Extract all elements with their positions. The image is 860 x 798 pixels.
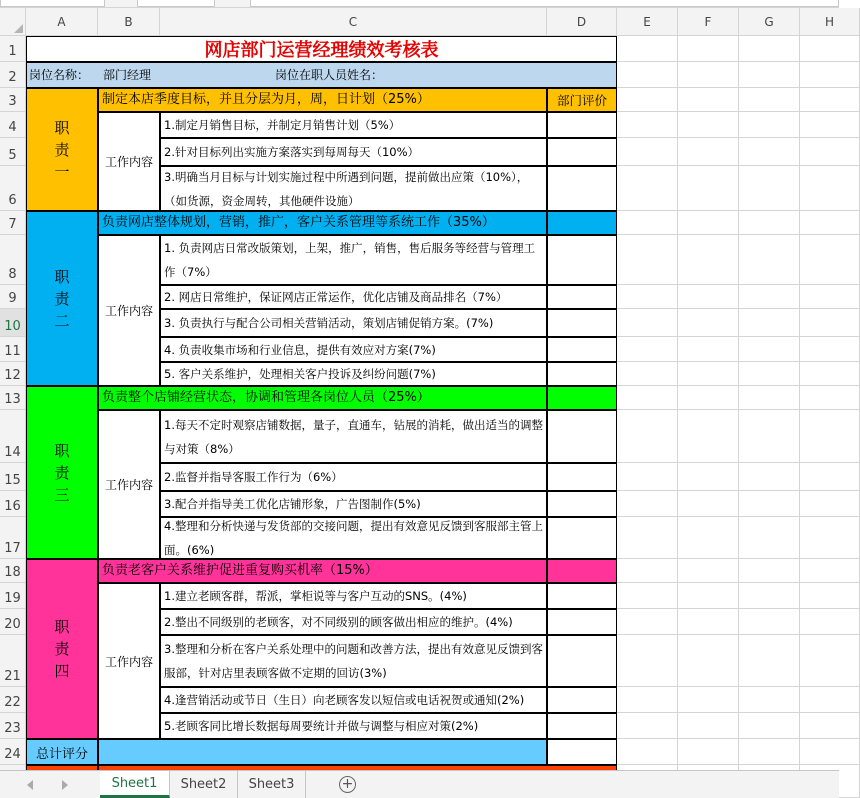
score-cell[interactable] xyxy=(547,713,617,739)
cell[interactable] xyxy=(739,337,800,362)
duty-item[interactable] xyxy=(160,609,547,635)
duty-item-text: 3.明确当月目标与计划实施过程中所遇到问题，提前做出应策（10%），（如货源，资金周转，其他硬件设施） xyxy=(164,169,529,208)
cell[interactable] xyxy=(617,386,678,410)
score-cell[interactable] xyxy=(547,337,617,362)
column-header-f[interactable]: F xyxy=(678,8,739,36)
cell[interactable] xyxy=(617,463,678,491)
row-header-24[interactable]: 24 xyxy=(0,739,26,765)
total-value[interactable] xyxy=(98,739,547,765)
cell[interactable] xyxy=(617,112,678,138)
cell[interactable] xyxy=(678,713,739,739)
cell[interactable] xyxy=(617,559,678,583)
row-header-2[interactable]: 2 xyxy=(0,62,26,88)
duty-item[interactable] xyxy=(160,166,547,211)
cell[interactable] xyxy=(678,362,739,386)
column-header-b[interactable]: B xyxy=(98,8,160,36)
cell[interactable] xyxy=(617,337,678,362)
cell[interactable] xyxy=(617,517,678,559)
duty-item[interactable] xyxy=(160,235,547,285)
cell[interactable] xyxy=(617,166,678,211)
cell[interactable] xyxy=(739,739,800,765)
cell[interactable] xyxy=(800,166,860,211)
duty-item[interactable] xyxy=(160,112,547,138)
row-header-3[interactable]: 3 xyxy=(0,88,26,112)
row-header-7[interactable]: 7 xyxy=(0,211,26,235)
cell[interactable] xyxy=(739,410,800,463)
scroll-right-icon[interactable] xyxy=(62,780,68,790)
cell[interactable] xyxy=(617,583,678,609)
dept-eval-cell-4[interactable] xyxy=(547,559,617,583)
cell[interactable] xyxy=(678,36,739,62)
dept-eval-cell-3[interactable] xyxy=(547,386,617,410)
position-value-text: 部门经理 xyxy=(103,68,152,82)
work-content-label[interactable] xyxy=(98,112,160,211)
duty-name-4[interactable] xyxy=(26,559,98,739)
cell[interactable] xyxy=(617,36,678,62)
spreadsheet-grid[interactable] xyxy=(0,8,839,770)
cell[interactable] xyxy=(800,88,860,112)
cell[interactable] xyxy=(800,713,860,739)
cell[interactable] xyxy=(739,687,800,713)
cell[interactable] xyxy=(617,713,678,739)
work-content-label-text: 工作内容 xyxy=(104,478,153,492)
duty-item[interactable] xyxy=(160,362,547,386)
cell[interactable] xyxy=(617,285,678,309)
score-cell[interactable] xyxy=(547,583,617,609)
duty-item[interactable] xyxy=(160,285,547,309)
page-title-text: 网店部门运营经理绩效考核表 xyxy=(204,40,439,61)
row-header-14[interactable]: 14 xyxy=(0,410,26,463)
scroll-left-icon[interactable] xyxy=(27,780,33,790)
cell[interactable] xyxy=(739,635,800,687)
cell[interactable] xyxy=(800,337,860,362)
cell[interactable] xyxy=(739,583,800,609)
column-header-e[interactable]: E xyxy=(617,8,678,36)
sheet-tab-1[interactable]: Sheet1 xyxy=(100,771,170,798)
work-content-label[interactable] xyxy=(98,410,160,559)
cell[interactable] xyxy=(617,62,678,88)
cell[interactable] xyxy=(800,112,860,138)
cell[interactable] xyxy=(800,36,860,62)
dept-eval-header-text: 部门评价 xyxy=(556,93,607,108)
sheet-tab-bar xyxy=(0,770,839,798)
cell[interactable] xyxy=(739,112,800,138)
duty-title-1-text: 制定本店季度目标，并且分层为月，周，日计划（25%） xyxy=(102,92,430,107)
cell[interactable] xyxy=(678,235,739,285)
row-header-1[interactable]: 1 xyxy=(0,36,26,62)
cell[interactable] xyxy=(800,635,860,687)
score-cell[interactable] xyxy=(547,463,617,491)
cell[interactable] xyxy=(739,463,800,491)
score-cell[interactable] xyxy=(547,112,617,138)
row-header-6[interactable]: 6 xyxy=(0,166,26,211)
cell[interactable] xyxy=(678,211,739,235)
duty-item-text: 2.针对目标列出实施方案落实到每周每天（10%） xyxy=(164,145,420,159)
position-value[interactable] xyxy=(100,62,190,88)
total-score-cell[interactable] xyxy=(547,739,617,765)
duty-item-text: 1.建立老顾客群，帮派，掌柜说等与客户互动的SNS。(4%) xyxy=(164,589,467,603)
cell[interactable] xyxy=(739,211,800,235)
duty-title-4-text: 负责老客户关系维护促进重复购买机率（15%） xyxy=(102,563,378,578)
cell[interactable] xyxy=(739,309,800,337)
cell[interactable] xyxy=(678,687,739,713)
total-label-text: 总计评分 xyxy=(35,746,88,762)
cell[interactable] xyxy=(800,285,860,309)
duty-item[interactable] xyxy=(160,410,547,463)
duty-item-text: 3.整理和分析在客户关系处理中的问题和改善方法，提出有效意见反馈到客服部，针对店里表顾客做不定期的回访(3%) xyxy=(164,642,543,680)
duty-name-3[interactable] xyxy=(26,386,98,559)
sheet-tab-3[interactable]: Sheet3 xyxy=(238,771,306,798)
cell[interactable] xyxy=(800,583,860,609)
cell[interactable] xyxy=(678,410,739,463)
cell[interactable] xyxy=(617,88,678,112)
cell[interactable] xyxy=(617,235,678,285)
cell[interactable] xyxy=(739,491,800,517)
row-header-5[interactable]: 5 xyxy=(0,138,26,166)
cell[interactable] xyxy=(678,166,739,211)
duty-item-text: 3.配合并指导美工优化店铺形象，广告图制作(5%) xyxy=(164,497,421,511)
duty-item[interactable] xyxy=(160,463,547,491)
cell[interactable] xyxy=(617,309,678,337)
cell[interactable] xyxy=(800,410,860,463)
score-cell[interactable] xyxy=(547,609,617,635)
duty-name-1[interactable] xyxy=(26,88,98,211)
column-header-g[interactable]: G xyxy=(739,8,800,36)
work-content-label-text: 工作内容 xyxy=(104,304,153,318)
score-cell[interactable] xyxy=(547,362,617,386)
row-header-16[interactable]: 16 xyxy=(0,491,26,517)
staff-label[interactable] xyxy=(272,62,422,88)
cell[interactable] xyxy=(678,309,739,337)
row-header-19[interactable]: 19 xyxy=(0,583,26,609)
cell[interactable] xyxy=(617,635,678,687)
cell[interactable] xyxy=(739,362,800,386)
duty-name-1-text: 职 责 一 xyxy=(54,118,70,181)
column-header-d[interactable]: D xyxy=(547,8,617,36)
staff-label-text: 岗位在职人员姓名： xyxy=(275,68,384,82)
duty-item-text: 2. 网店日常维护，保证网店正常运作，优化店铺及商品排名（7%） xyxy=(164,290,508,304)
cell[interactable] xyxy=(800,463,860,491)
cell[interactable] xyxy=(800,138,860,166)
function-box[interactable] xyxy=(137,0,215,7)
cell[interactable] xyxy=(678,88,739,112)
duty-title-4[interactable] xyxy=(98,559,547,583)
work-content-label-text: 工作内容 xyxy=(104,155,153,169)
duty-name-4-text: 职 责 四 xyxy=(54,618,70,680)
row-header-18[interactable]: 18 xyxy=(0,559,26,583)
cell[interactable] xyxy=(800,609,860,635)
formula-input[interactable] xyxy=(250,0,839,7)
cell[interactable] xyxy=(739,285,800,309)
duty-item-text: 1.制定月销售目标，并制定月销售计划（5%） xyxy=(164,118,401,132)
duty-item-text: 4. 负责收集市场和行业信息，提供有效应对方案(7%) xyxy=(164,342,436,357)
row-header-23[interactable]: 23 xyxy=(0,713,26,739)
score-cell[interactable] xyxy=(547,517,617,559)
duty-item-text: 1.每天不定时观察店铺数据，量子，直通车，钻展的消耗，做出适当的调整与对策（8%） xyxy=(164,417,543,456)
work-content-label[interactable] xyxy=(98,583,160,739)
score-cell[interactable] xyxy=(547,491,617,517)
duty-name-3-text: 职 责 三 xyxy=(54,441,70,504)
column-header-a[interactable]: A xyxy=(26,8,98,36)
duty-item-text: 1. 负责网店日常改版策划，上架，推广，销售，售后服务等经营与管理工作（7%） xyxy=(164,241,536,279)
duty-item-text: 4.整理和分析快递与发货部的交接问题，提出有效意见反馈到客服部主管上面。(6%) xyxy=(164,519,543,557)
cell[interactable] xyxy=(678,609,739,635)
cell[interactable] xyxy=(800,739,860,765)
duty-item[interactable] xyxy=(160,517,547,559)
duty-item-text: 3. 负责执行与配合公司相关营销活动，策划店铺促销方案。(7%) xyxy=(164,316,494,330)
cell[interactable] xyxy=(678,386,739,410)
row-header-12[interactable]: 12 xyxy=(0,362,26,386)
cell[interactable] xyxy=(800,517,860,559)
score-cell[interactable] xyxy=(547,687,617,713)
dept-eval-cell-2[interactable] xyxy=(547,211,617,235)
cell[interactable] xyxy=(739,36,800,62)
score-cell[interactable] xyxy=(547,635,617,687)
cell[interactable] xyxy=(800,362,860,386)
duty-item[interactable] xyxy=(160,583,547,609)
cell[interactable] xyxy=(678,635,739,687)
position-label[interactable] xyxy=(26,62,96,88)
cell[interactable] xyxy=(739,609,800,635)
cell[interactable] xyxy=(739,138,800,166)
duty-title-3[interactable] xyxy=(98,386,547,410)
duty-title-2[interactable] xyxy=(98,211,547,235)
cell[interactable] xyxy=(678,138,739,166)
row-header-11[interactable]: 11 xyxy=(0,337,26,362)
duty-item-text: 4.逢营销活动或节日（生日）向老顾客发以短信或电话祝贺或通知(2%) xyxy=(164,693,525,707)
cell[interactable] xyxy=(800,559,860,583)
row-header-13[interactable]: 13 xyxy=(0,386,26,410)
cell[interactable] xyxy=(678,112,739,138)
add-sheet-icon[interactable]: + xyxy=(339,776,356,793)
sheet-tab-2[interactable]: Sheet2 xyxy=(170,771,238,798)
cell[interactable] xyxy=(739,62,800,88)
page-title[interactable] xyxy=(26,36,617,62)
row-header-10[interactable]: 10 xyxy=(0,309,26,337)
cell[interactable] xyxy=(800,62,860,88)
cell[interactable] xyxy=(678,739,739,765)
cell[interactable] xyxy=(739,559,800,583)
duty-title-2-text: 负责网店整体规划，营销，推广，客户关系管理等系统工作（35%） xyxy=(102,215,495,230)
column-header-c[interactable]: C xyxy=(160,8,547,36)
row-header-8[interactable]: 8 xyxy=(0,235,26,285)
cell[interactable] xyxy=(739,235,800,285)
duty-title-3-text: 负责整个店铺经营状态，协调和管理各岗位人员（25%） xyxy=(102,390,430,405)
cell[interactable] xyxy=(678,337,739,362)
score-cell[interactable] xyxy=(547,138,617,166)
cell[interactable] xyxy=(739,517,800,559)
score-cell[interactable] xyxy=(547,285,617,309)
duty-item[interactable] xyxy=(160,309,547,337)
duty-title-1[interactable] xyxy=(98,88,547,112)
score-cell[interactable] xyxy=(547,309,617,337)
row-header-17[interactable]: 17 xyxy=(0,517,26,559)
score-cell[interactable] xyxy=(547,410,617,463)
cell[interactable] xyxy=(617,410,678,463)
cell[interactable] xyxy=(678,491,739,517)
cell[interactable] xyxy=(739,713,800,739)
cell[interactable] xyxy=(678,517,739,559)
duty-item[interactable] xyxy=(160,687,547,713)
duty-item[interactable] xyxy=(160,713,547,739)
position-label-text: 岗位名称： xyxy=(29,68,90,82)
cell[interactable] xyxy=(678,583,739,609)
work-content-label-text: 工作内容 xyxy=(104,654,153,669)
total-label[interactable] xyxy=(26,739,98,765)
row-header-20[interactable]: 20 xyxy=(0,609,26,635)
cell[interactable] xyxy=(800,211,860,235)
cell[interactable] xyxy=(617,491,678,517)
cell[interactable] xyxy=(800,309,860,337)
work-content-label[interactable] xyxy=(98,235,160,386)
name-box[interactable] xyxy=(0,0,105,7)
row-header-15[interactable]: 15 xyxy=(0,463,26,491)
duty-name-2-text: 职 责 二 xyxy=(54,267,70,330)
select-all-corner[interactable] xyxy=(0,8,26,36)
row-header-9[interactable]: 9 xyxy=(0,285,26,309)
cell[interactable] xyxy=(617,609,678,635)
duty-item-text: 2.整出不同级别的老顾客，对不同级别的顾客做出相应的维护。(4%) xyxy=(164,615,513,629)
cell[interactable] xyxy=(739,166,800,211)
row-header-21[interactable]: 21 xyxy=(0,635,26,687)
cell[interactable] xyxy=(678,62,739,88)
cell[interactable] xyxy=(617,739,678,765)
duty-name-2[interactable] xyxy=(26,211,98,386)
duty-item-text: 5. 客户关系维护，处理相关客户投诉及纠纷问题(7%) xyxy=(164,367,436,381)
cell[interactable] xyxy=(800,386,860,410)
cell[interactable] xyxy=(800,491,860,517)
cell[interactable] xyxy=(617,687,678,713)
cell[interactable] xyxy=(739,88,800,112)
cell[interactable] xyxy=(617,362,678,386)
duty-item-text: 5.老顾客同比增长数据每周要统计并做与调整与相应对策(2%) xyxy=(164,719,479,733)
cell[interactable] xyxy=(800,235,860,285)
column-header-h[interactable]: H xyxy=(800,8,860,36)
score-cell[interactable] xyxy=(547,235,617,285)
dept-eval-header[interactable] xyxy=(547,88,617,112)
cell[interactable] xyxy=(617,211,678,235)
cell[interactable] xyxy=(800,687,860,713)
cell[interactable] xyxy=(739,386,800,410)
row-header-22[interactable]: 22 xyxy=(0,687,26,713)
score-cell[interactable] xyxy=(547,166,617,211)
cell[interactable] xyxy=(617,138,678,166)
row-header-4[interactable]: 4 xyxy=(0,112,26,138)
formula-bar-edge xyxy=(0,0,839,8)
duty-item[interactable] xyxy=(160,337,547,362)
cell[interactable] xyxy=(678,463,739,491)
cell[interactable] xyxy=(678,559,739,583)
duty-item[interactable] xyxy=(160,635,547,687)
duty-item-text: 2.监督并指导客服工作行为（6%） xyxy=(164,470,343,484)
cell[interactable] xyxy=(678,285,739,309)
